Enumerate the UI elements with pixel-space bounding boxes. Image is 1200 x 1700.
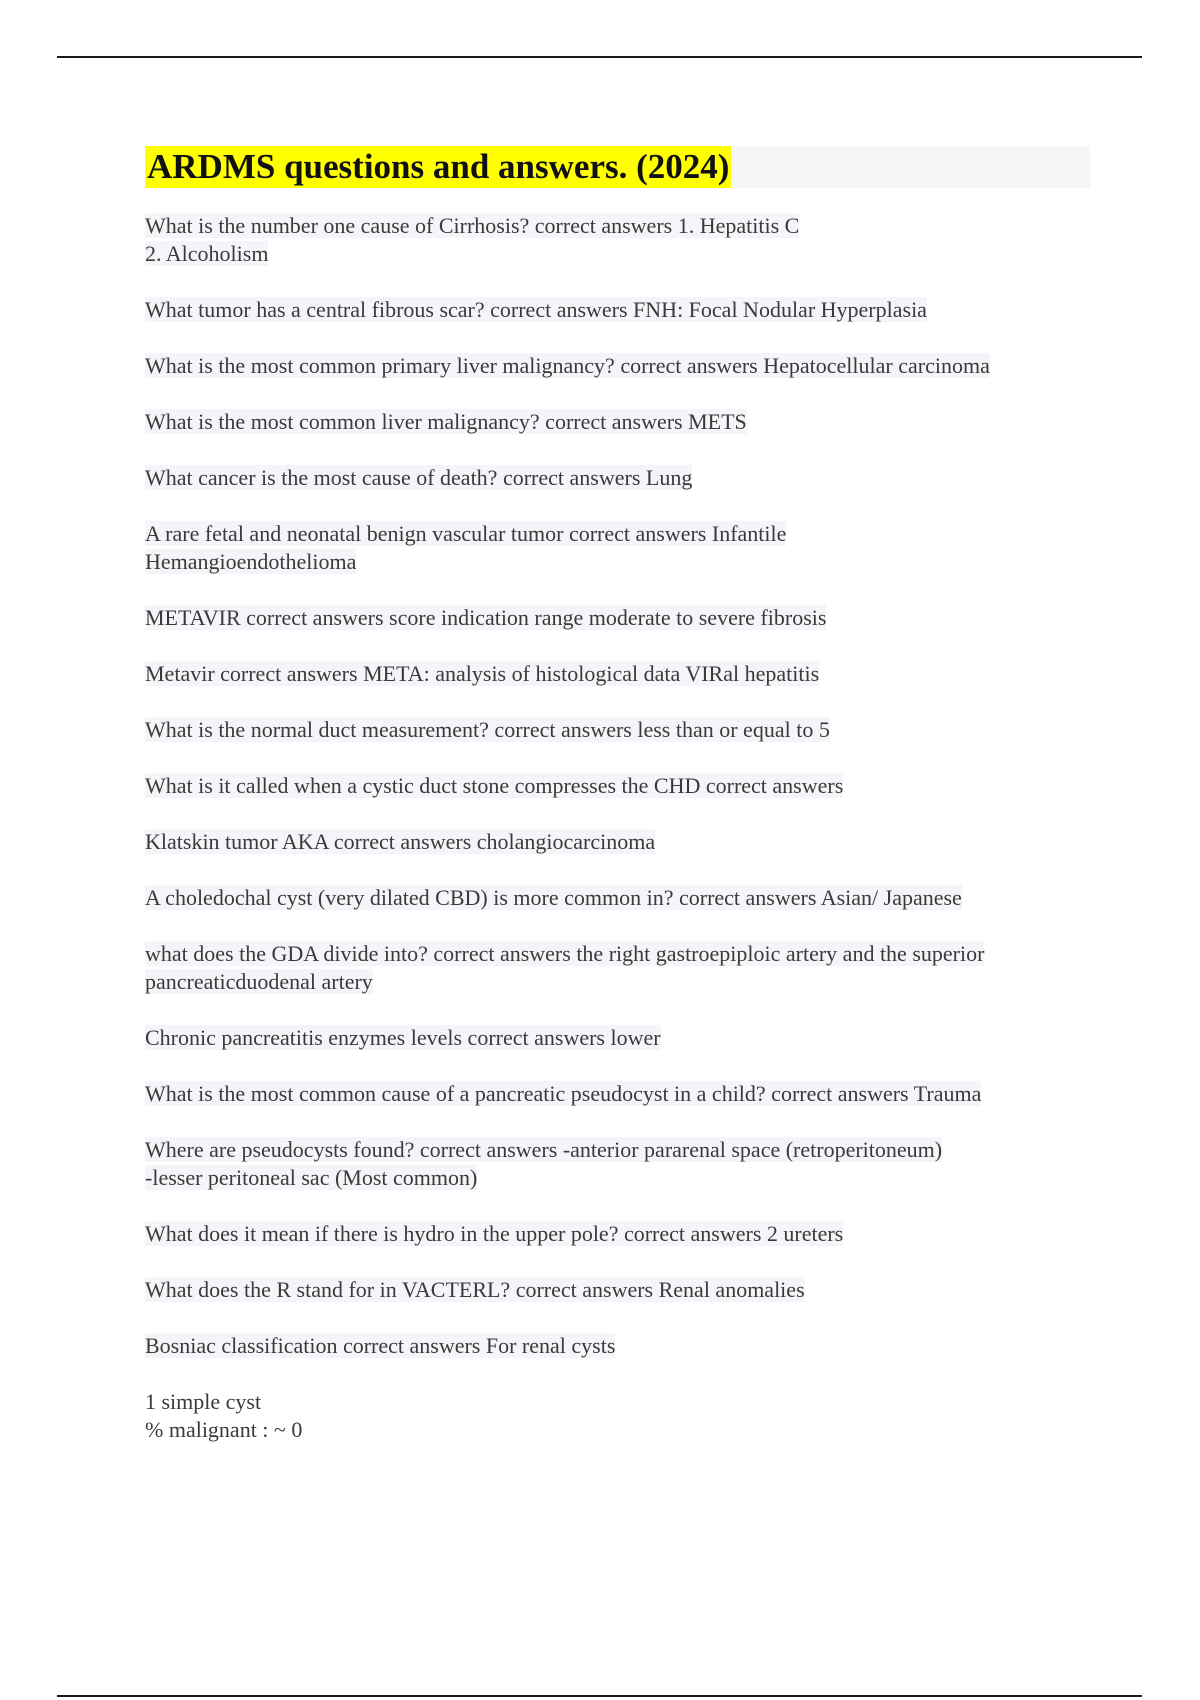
qa-item xyxy=(145,1136,1085,1192)
qa-line: What is the most common liver malignancy? correct answers METS xyxy=(145,409,747,434)
qa-line: what does the GDA divide into? correct answers the right gastroepiploic artery and the superior xyxy=(145,941,985,966)
qa-line: A rare fetal and neonatal benign vascular tumor correct answers Infantile xyxy=(145,521,787,546)
qa-line: % malignant : ~ 0 xyxy=(145,1417,303,1442)
qa-line: What is the normal duct measurement? correct answers less than or equal to 5 xyxy=(145,717,830,742)
qa-line: What is the most common cause of a pancreatic pseudocyst in a child? correct answers Trauma xyxy=(145,1081,982,1106)
qa-item xyxy=(145,604,1085,632)
qa-item xyxy=(145,1332,1085,1360)
qa-line: METAVIR correct answers score indication range moderate to severe fibrosis xyxy=(145,605,827,630)
qa-line: -lesser peritoneal sac (Most common) xyxy=(145,1165,478,1190)
qa-line: What is the number one cause of Cirrhosis? correct answers 1. Hepatitis C xyxy=(145,213,800,238)
qa-item xyxy=(145,716,1085,744)
qa-line: 2. Alcoholism xyxy=(145,241,269,266)
qa-line: Chronic pancreatitis enzymes levels correct answers lower xyxy=(145,1025,661,1050)
qa-line: Bosniac classification correct answers For renal cysts xyxy=(145,1333,616,1358)
qa-line: What is it called when a cystic duct stone compresses the CHD correct answers xyxy=(145,773,844,798)
qa-line: Metavir correct answers META: analysis of histological data VIRal hepatitis xyxy=(145,661,820,686)
qa-item xyxy=(145,940,1085,996)
qa-line: What is the most common primary liver malignancy? correct answers Hepatocellular carcinoma xyxy=(145,353,990,378)
qa-item xyxy=(145,1220,1085,1248)
qa-item xyxy=(145,660,1085,688)
qa-line: Klatskin tumor AKA correct answers cholangiocarcinoma xyxy=(145,829,656,854)
qa-line: pancreaticduodenal artery xyxy=(145,969,373,994)
bottom-rule xyxy=(57,1695,1142,1697)
qa-item xyxy=(145,1024,1085,1052)
qa-item xyxy=(145,772,1085,800)
qa-item xyxy=(145,352,1085,380)
qa-line: 1 simple cyst xyxy=(145,1389,262,1414)
qa-item xyxy=(145,1276,1085,1304)
qa-line: What tumor has a central fibrous scar? correct answers FNH: Focal Nodular Hyperplasia xyxy=(145,297,927,322)
qa-item xyxy=(145,1388,1085,1444)
qa-line: What does the R stand for in VACTERL? correct answers Renal anomalies xyxy=(145,1277,805,1302)
qa-item xyxy=(145,296,1085,324)
document-title: ARDMS questions and answers. (2024) xyxy=(147,147,730,186)
qa-item xyxy=(145,884,1085,912)
qa-line: Where are pseudocysts found? correct answers -anterior pararenal space (retroperitoneum) xyxy=(145,1137,943,1162)
top-rule xyxy=(57,56,1142,58)
qa-item xyxy=(145,212,1085,268)
qa-list xyxy=(145,212,1085,1472)
qa-line: Hemangioendothelioma xyxy=(145,549,357,574)
qa-line: What does it mean if there is hydro in the upper pole? correct answers 2 ureters xyxy=(145,1221,844,1246)
qa-item xyxy=(145,464,1085,492)
qa-item xyxy=(145,828,1085,856)
qa-line: A choledochal cyst (very dilated CBD) is more common in? correct answers Asian/ Japanese xyxy=(145,885,962,910)
qa-line: What cancer is the most cause of death? correct answers Lung xyxy=(145,465,693,490)
qa-item xyxy=(145,1080,1085,1108)
qa-item xyxy=(145,408,1085,436)
qa-item xyxy=(145,520,1085,576)
